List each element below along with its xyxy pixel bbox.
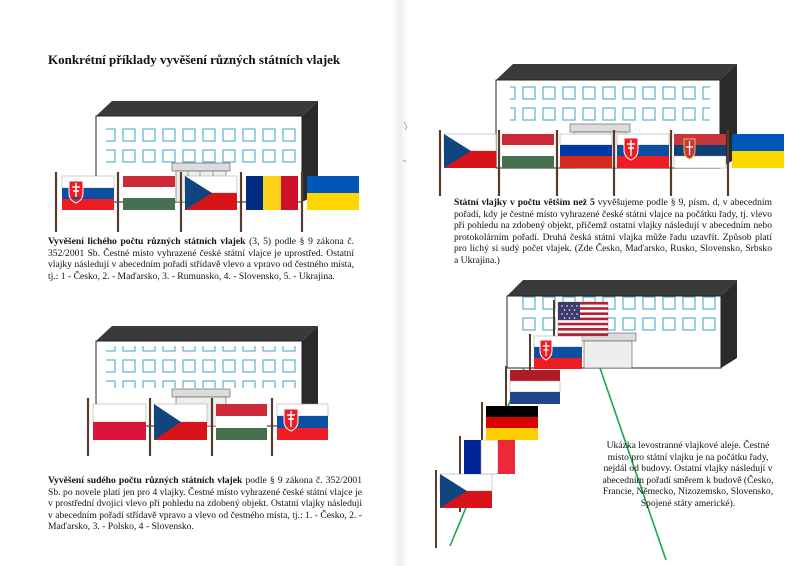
flag-hungary [502, 134, 554, 168]
flag-slovakia [277, 404, 328, 440]
flag-czech [154, 404, 207, 440]
flag-france [464, 440, 515, 474]
flag-germany [486, 406, 538, 440]
caption-odd-flags [48, 236, 354, 282]
flag-serbia [674, 134, 726, 168]
caption-odd-lead: Vyvěšení lichého počtu různých státních vlajek [48, 236, 246, 247]
flag-netherlands [510, 370, 560, 404]
caption-flag-alley [602, 440, 774, 510]
caption-odd-body: (3, 5) podle § 9 zákona č. 352/2001 Sb. Čestné místo vyhrazené české státní vlajce je uprostřed. Ostatní vlajky následují v abecedním pořadí střídavě vlevo a vpravo od čestného místa, tj.: 1 - Česko, 2. - Maďarsko, 3. - Rumunsko, 4. - Slovensko, 5. - Ukrajina. [48, 236, 355, 282]
flag-hungary [216, 404, 267, 440]
caption-even-lead: Vyvěšení sudého počtu různých státních vlajek [48, 475, 243, 486]
flag-czech [440, 474, 492, 508]
flag-russia [560, 134, 612, 168]
flag-czech [185, 176, 237, 210]
caption-more-than-five-body: vyvěšujeme podle § 9, písm. d, v abecedním pořadí, kdy je čestné místo vyhrazené české státní vlajce na počátku řady, tj. vlevo při pohledu na zdobený objekt, přičemž ostatní vlajky následují v abecedním nebo protokolárním pořadí. Druhá česká státní vlajka může řadu uzavřít. Způsob platí pro lichý si sudý počet vlajek. (Zde Česko, Maďarsko, Rusko, Slovensko, Srbsko a Ukrajina.) [454, 197, 772, 266]
page-heading: Konkrétní příklady vyvěšení různých státních vlajek [48, 52, 341, 67]
flag-slovakia [534, 336, 582, 369]
caption-even-flags [48, 475, 362, 533]
flag-hungary [123, 176, 175, 210]
flag-romania [246, 176, 298, 210]
scan-marks [403, 122, 407, 162]
flag-slovakia [62, 176, 114, 210]
caption-more-than-five-flags [454, 197, 772, 267]
flag-ukraine [307, 176, 359, 210]
flag-ukraine [732, 134, 784, 168]
flag-slovakia [617, 134, 669, 168]
caption-even-body: podle § 9 zákona č. 352/2001 Sb. po novele platí jen pro 4 vlajky. Čestné místo vyhrazené české státní vlajce je v prostřední dvojici vlevo při pohledu na zdobený objekt. Ostatní vlajky následují v abecedním pořadí střídavě vpravo a vlevo od čestného místa, tj.: 1. - Česko, 2. - Maďarsko, 3. - Polsko, 4 - Slovensko. [48, 475, 362, 533]
flag-usa [558, 302, 608, 336]
flag-poland [93, 404, 146, 440]
caption-alley-body: Ukázka levostranné vlajkové aleje. Čestné místo pro státní vlajku je na počátku řady, nejdál od budovy. Ostatní vlajky následují v abecedním pořadí směrem k budově (Česko, Francie, Německo, Nizozemsko, Slovensko, Spojené státy americké). [602, 440, 774, 509]
caption-more-than-five-lead: Státní vlajky v počtu větším než 5 [454, 197, 595, 208]
flag-czech [444, 134, 496, 168]
